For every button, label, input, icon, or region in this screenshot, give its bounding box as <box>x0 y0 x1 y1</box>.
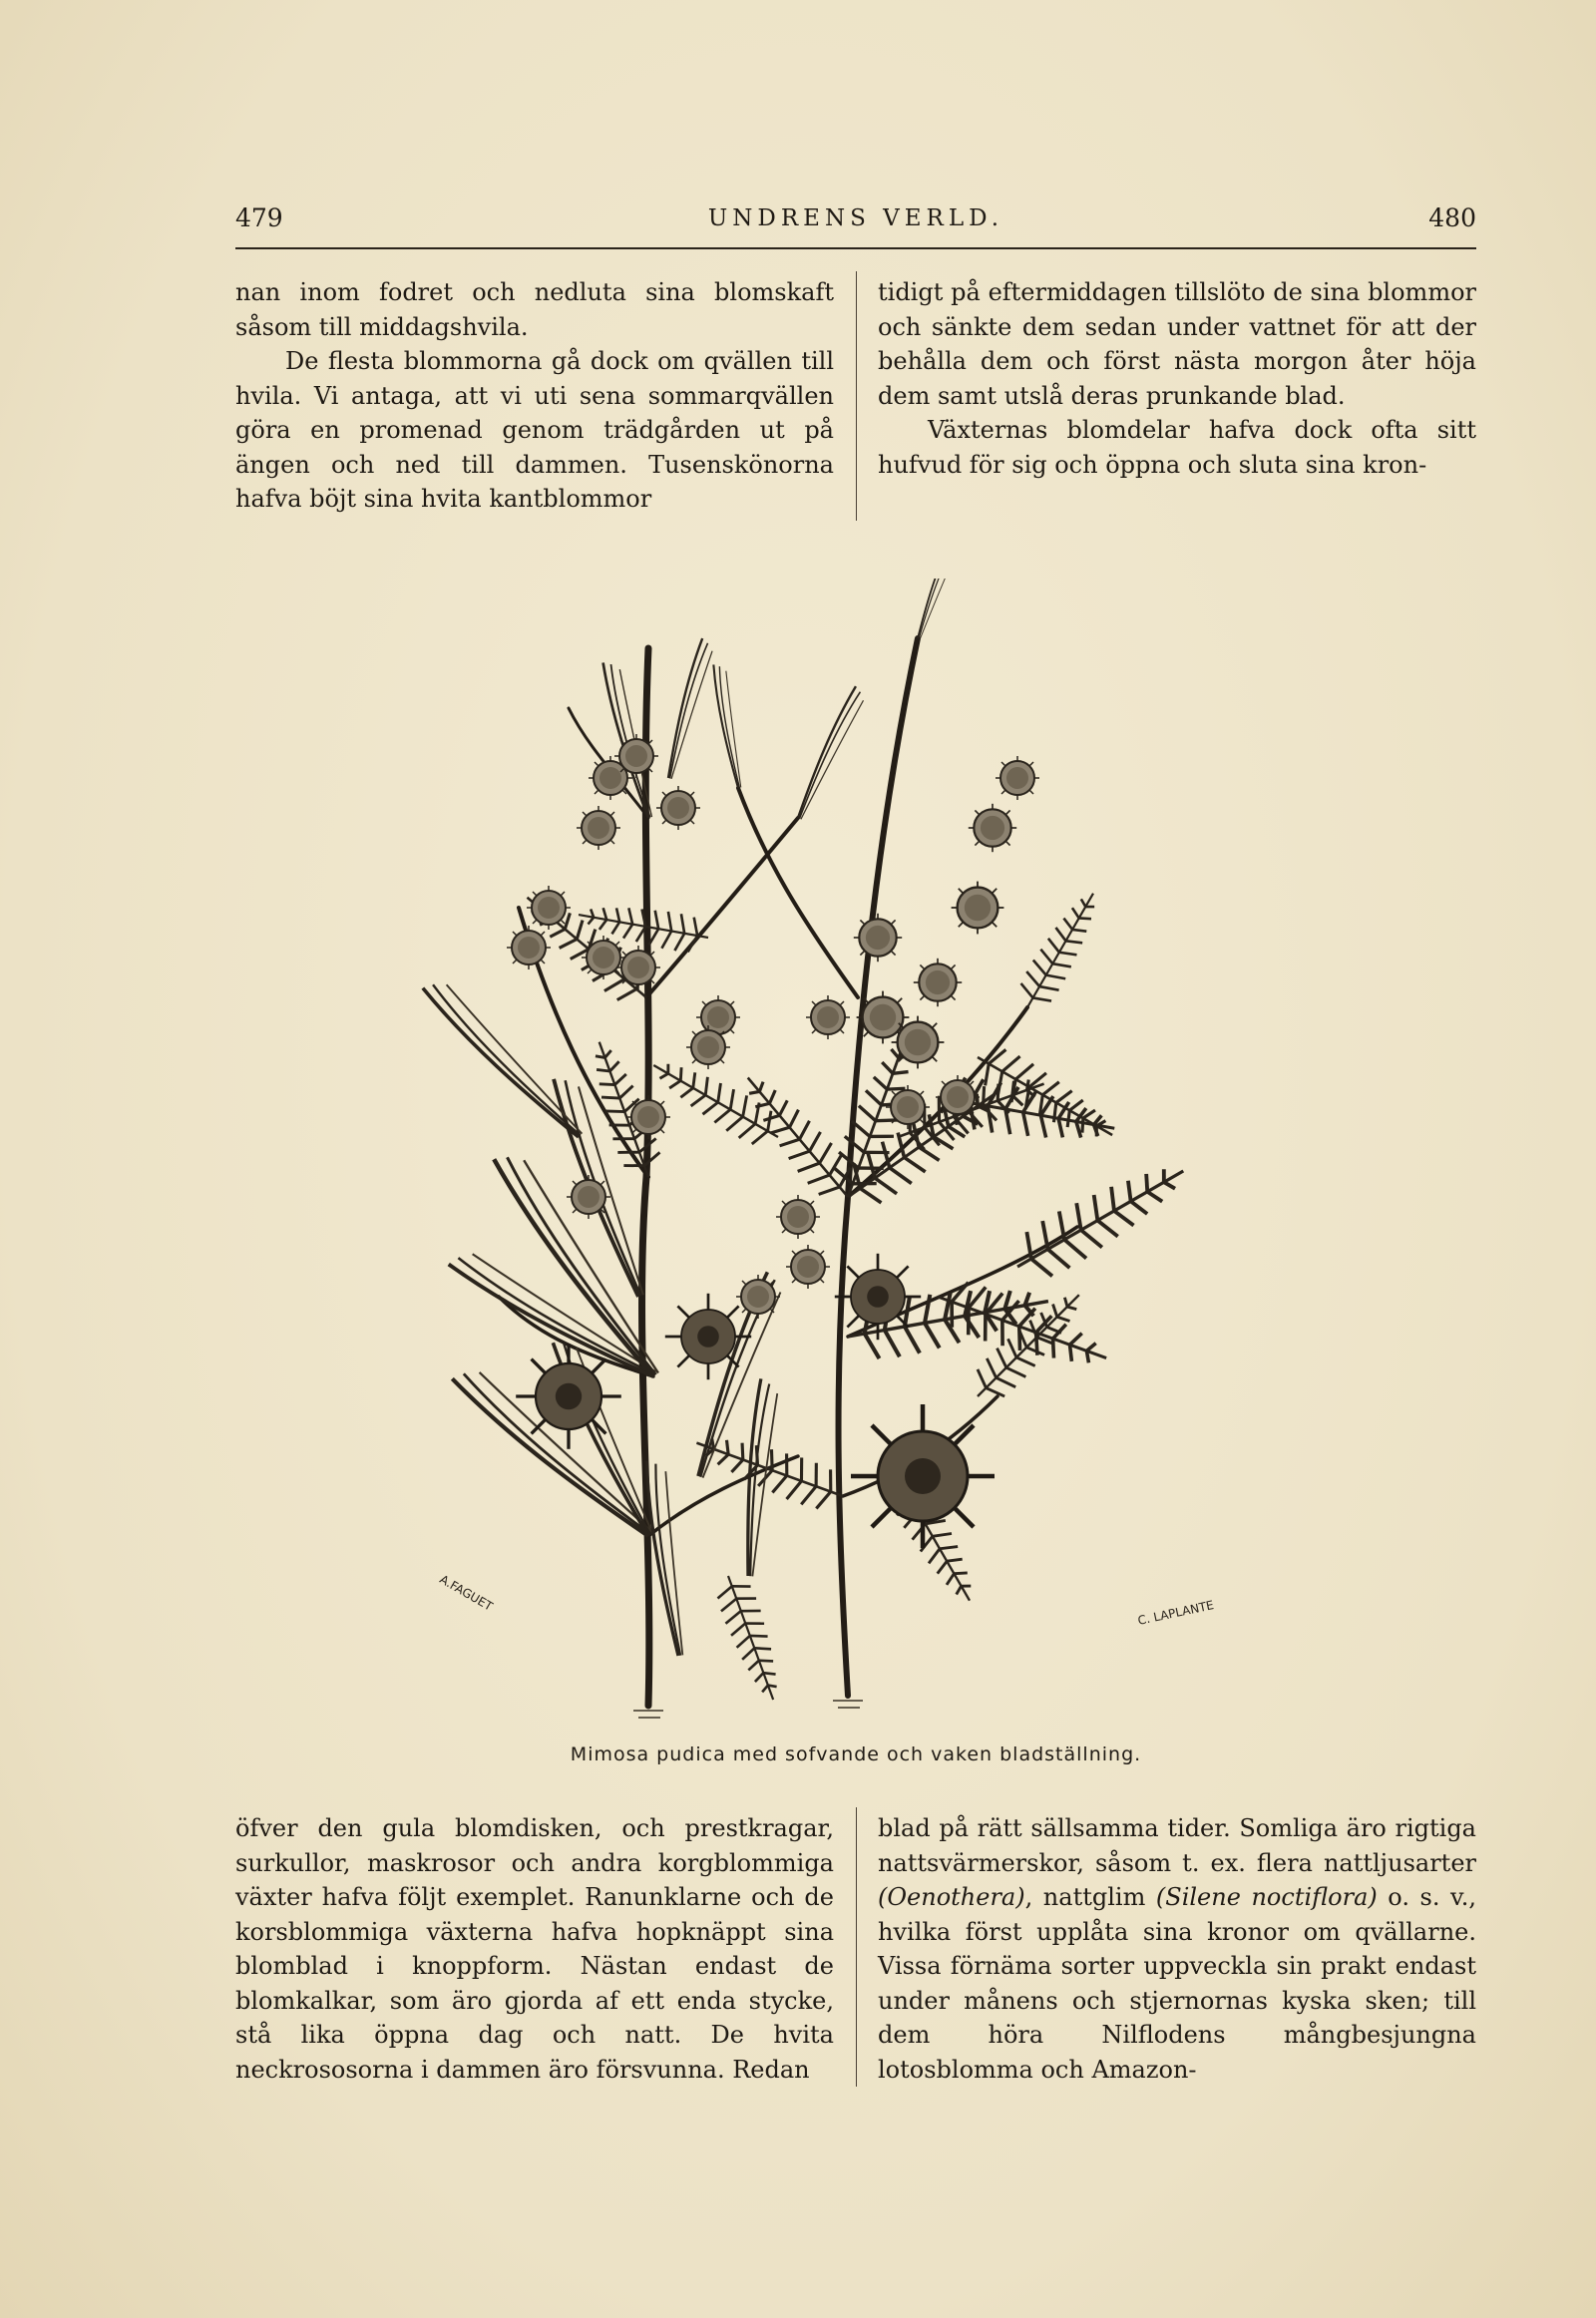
top-right-column <box>878 275 1476 482</box>
top-left-column <box>235 275 834 517</box>
mimosa-illustration-image <box>379 579 1317 1726</box>
page-number-left: 479 <box>235 203 283 232</box>
running-header <box>235 199 1476 245</box>
paragraph <box>878 1811 1476 2087</box>
column-divider <box>856 1807 857 2087</box>
running-title: UNDRENS VERLD. <box>707 205 1004 231</box>
figure-caption: Mimosa pudica med sofvande och vaken bladställning. <box>570 1743 1142 1765</box>
paragraph: nan inom fodret och nedluta sina blomskaft såsom till middagshvila. <box>235 278 834 341</box>
italic-term: (Oenothera) <box>878 1883 1025 1911</box>
paragraph: De flesta blommorna gå dock om qvällen till hvila. Vi antaga, att vi uti sena sommarqvällen göra en promenad genom trädgården ut på ängen och ned till dammen. Tusenskönorna hafva böjt sina hvita kantblommor <box>235 347 834 513</box>
text-run: blad på rätt sällsamma tider. Somliga äro rigtiga nattsvärmerskor, såsom t. ex. flera nattljusarter <box>878 1814 1476 1877</box>
header-rule <box>235 247 1476 249</box>
engraver-signature-right: C. LAPLANTE <box>1136 1598 1216 1628</box>
column-divider <box>856 271 857 521</box>
page-number-right: 480 <box>1428 203 1476 232</box>
bottom-left-column <box>235 1811 834 2087</box>
text-run: o. s. v., hvilka först upplåta sina kronor om qvällarne. Vissa förnäma sorter uppveckla sin prakt endast under månens och stjernornas kyska sken; till dem höra Nilflodens mångbesjungna lotosblomma och Amazon- <box>878 1883 1476 2084</box>
paragraph: öfver den gula blomdisken, och prestkragar, surkullor, maskrosor och andra korgblommiga växter hafva följt exemplet. Ranunklarne och de korsblommiga växterna hafva hopknäppt sina blomblad i knoppform. Nästan endast de blomkalkar, som äro gjorda af ett enda stycke, stå lika öppna dag och natt. De hvita neckrososorna i dammen äro försvunna. Redan <box>235 1814 834 2084</box>
paragraph: Växternas blomdelar hafva dock ofta sitt hufvud för sig och öppna och sluta sina kron- <box>878 416 1476 479</box>
text-run: , nattglim <box>1024 1883 1156 1911</box>
italic-term: (Silene noctiflora) <box>1155 1883 1378 1911</box>
engraver-signature-left: A.FAGUET <box>437 1572 496 1614</box>
mimosa-engraving <box>379 579 1317 1726</box>
paragraph: tidigt på eftermiddagen tillslöto de sina blommor och sänkte dem sedan under vattnet för att der behålla dem och först nästa morgon åter höja dem samt utslå deras prunkande blad. <box>878 278 1476 410</box>
bottom-right-column <box>878 1811 1476 2087</box>
